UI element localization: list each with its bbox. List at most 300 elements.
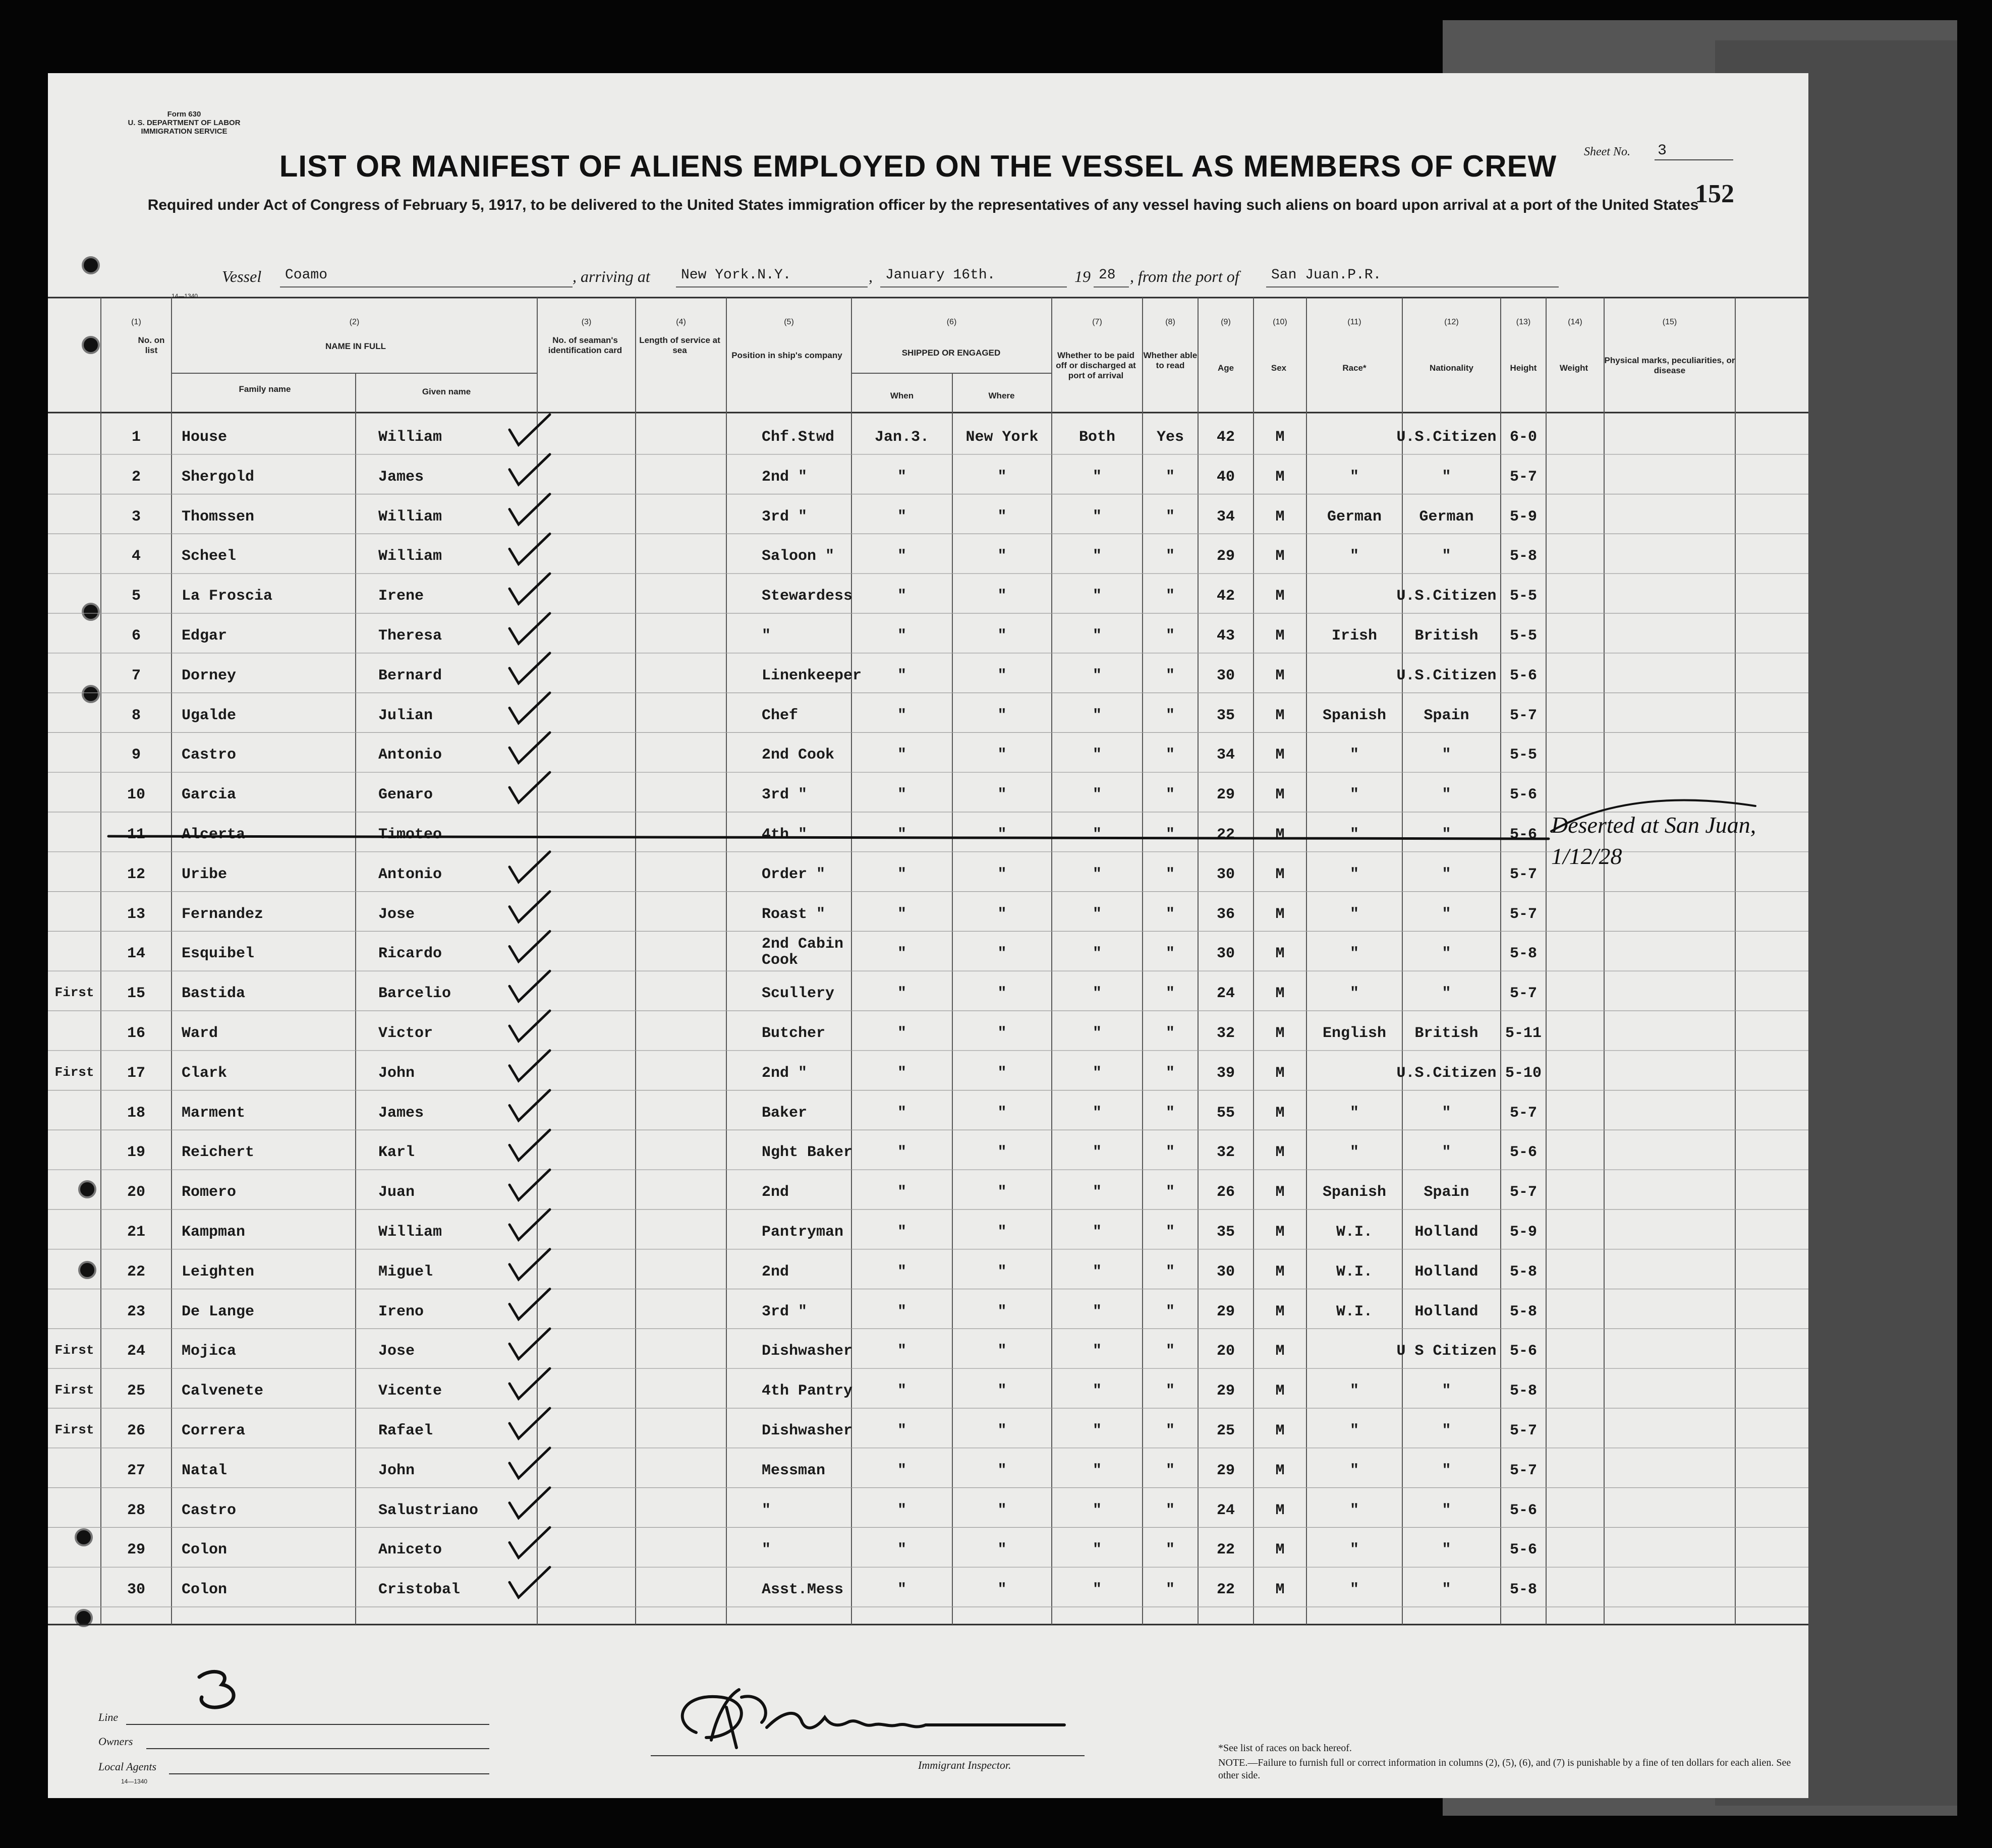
position: 4th Pantry <box>762 1382 853 1400</box>
paid-off: " <box>1092 865 1102 883</box>
age: 34 <box>1216 746 1235 764</box>
height: 5-7 <box>1509 865 1537 883</box>
nationality: " <box>1442 985 1451 1003</box>
height: 5-7 <box>1509 985 1537 1003</box>
checkmark <box>509 971 550 1001</box>
year-suffix: 28 <box>1094 267 1129 287</box>
age: 22 <box>1216 826 1235 843</box>
sex: M <box>1275 905 1285 923</box>
age: 24 <box>1216 1502 1235 1519</box>
position: Baker <box>762 1104 808 1122</box>
row-number: 11 <box>127 826 145 843</box>
given-name: John <box>378 1462 415 1479</box>
owners-label: Owners <box>98 1735 133 1748</box>
shipped-when: " <box>897 1581 906 1599</box>
page-mark-3 <box>192 1667 252 1712</box>
age: 29 <box>1216 1382 1235 1400</box>
form-number: Form 630 <box>167 110 201 119</box>
header-able-read: Whether able to read <box>1143 351 1198 370</box>
shipped-when: " <box>897 707 906 724</box>
header-age: Age <box>1217 363 1234 373</box>
checkmark <box>509 1170 550 1200</box>
shipped-when: " <box>897 1064 906 1082</box>
date-separator: , <box>869 267 873 285</box>
family-name: Uribe <box>182 865 227 883</box>
row-number: 8 <box>131 707 141 724</box>
age: 35 <box>1216 1224 1235 1241</box>
shipped-where: " <box>997 826 1007 843</box>
given-name: Antonio <box>378 746 442 764</box>
shipped-when: " <box>897 627 906 645</box>
given-name: James <box>378 1104 424 1122</box>
header-shipped: SHIPPED OR ENGAGED <box>901 348 1001 358</box>
row-number: 7 <box>131 667 141 684</box>
shipped-when: " <box>897 667 906 684</box>
sex: M <box>1275 1343 1285 1360</box>
sex: M <box>1275 588 1285 605</box>
height: 5-5 <box>1509 588 1537 605</box>
paid-off: " <box>1092 1303 1102 1320</box>
checkmark <box>509 1249 550 1280</box>
race: " <box>1349 905 1359 923</box>
able-to-read: " <box>1165 1581 1175 1599</box>
given-name: Jose <box>378 905 415 923</box>
height: 5-7 <box>1509 468 1537 486</box>
row-number: 24 <box>127 1343 145 1360</box>
race: " <box>1349 985 1359 1003</box>
form-code-bottom: 14—1340 <box>121 1778 148 1785</box>
nationality: Holland <box>1414 1303 1478 1320</box>
sex: M <box>1275 1144 1285 1162</box>
family-name: Clark <box>182 1064 227 1082</box>
row-number: 10 <box>127 786 145 804</box>
header-sex: Sex <box>1271 363 1287 373</box>
header-position: Position in ship's company <box>731 351 842 360</box>
form-code-top: 14—1340 <box>172 293 198 300</box>
checkmark <box>509 852 550 882</box>
shipped-when: " <box>897 786 906 804</box>
checkmark <box>509 1329 550 1359</box>
shipped-when: " <box>897 548 906 565</box>
checkmark <box>509 1567 550 1597</box>
shipped-when: " <box>897 1263 906 1281</box>
family-name: Esquibel <box>182 945 255 963</box>
given-name: Rafael <box>378 1422 433 1439</box>
agents-label: Local Agents <box>98 1760 157 1773</box>
given-name: William <box>378 1224 442 1241</box>
family-name: Marment <box>182 1104 246 1122</box>
arrival-port: New York.N.Y. <box>676 267 868 287</box>
able-to-read: " <box>1165 1104 1175 1122</box>
nationality: " <box>1442 1382 1451 1400</box>
header-paid-off: Whether to be paid off or discharged at port of arrival <box>1056 351 1136 380</box>
position: 2nd " <box>762 468 808 486</box>
paid-off: " <box>1092 985 1102 1003</box>
checkmark <box>509 573 550 604</box>
shipped-when: " <box>897 1343 906 1360</box>
checkmark <box>509 494 550 525</box>
age: 39 <box>1216 1064 1235 1082</box>
line-field <box>126 1724 489 1725</box>
sex: M <box>1275 1224 1285 1241</box>
height: 5-11 <box>1505 1025 1542 1042</box>
given-name: Irene <box>378 588 424 605</box>
checkmark <box>509 693 550 723</box>
row-number: 5 <box>131 588 141 605</box>
position: Asst.Mess <box>762 1581 844 1599</box>
given-name: Antonio <box>378 865 442 883</box>
position: 2nd Cabin Cook <box>762 936 844 969</box>
given-name: Bernard <box>378 667 442 684</box>
position: Scullery <box>762 985 835 1003</box>
race: " <box>1349 786 1359 804</box>
position: " <box>762 1541 771 1559</box>
position: Order " <box>762 865 826 883</box>
age: 24 <box>1216 985 1235 1003</box>
able-to-read: " <box>1165 1184 1175 1201</box>
nationality: U.S.Citizen <box>1396 588 1497 605</box>
age: 26 <box>1216 1184 1235 1201</box>
age: 40 <box>1216 468 1235 486</box>
family-name: Romero <box>182 1184 237 1201</box>
position: " <box>762 1502 771 1519</box>
age: 42 <box>1216 429 1235 446</box>
column-number: (8) <box>1165 318 1175 326</box>
able-to-read: " <box>1165 627 1175 645</box>
checkmark <box>509 892 550 922</box>
row-number: 26 <box>127 1422 145 1439</box>
row-number: 19 <box>127 1144 145 1162</box>
family-name: De Lange <box>182 1303 255 1320</box>
shipped-when: " <box>897 905 906 923</box>
position: Linenkeeper <box>762 667 862 684</box>
nationality: " <box>1442 548 1451 565</box>
family-name: Natal <box>182 1462 227 1479</box>
age: 25 <box>1216 1422 1235 1439</box>
sex: M <box>1275 508 1285 526</box>
family-name: Calvenete <box>182 1382 264 1400</box>
shipped-where: " <box>997 1502 1007 1519</box>
position: 2nd Cook <box>762 746 835 764</box>
given-name: Timoteo <box>378 826 442 843</box>
shipped-where: " <box>997 1343 1007 1360</box>
paid-off: " <box>1092 1422 1102 1439</box>
failure-footnote: NOTE.—Failure to furnish full or correct information in columns (2), (5), (6), and (7) is punishable by a fine of ten dollars for each alien. See other side. <box>1218 1757 1791 1781</box>
row-number: 21 <box>127 1224 145 1241</box>
shipped-when: " <box>897 1025 906 1042</box>
height: 5-9 <box>1509 508 1537 526</box>
row-number: 17 <box>127 1064 145 1082</box>
position: 3rd " <box>762 1303 808 1320</box>
family-name: Bastida <box>182 985 246 1003</box>
given-name: Ricardo <box>378 945 442 963</box>
checkmark <box>509 1130 550 1160</box>
race: " <box>1349 746 1359 764</box>
shipped-when: " <box>897 588 906 605</box>
sex: M <box>1275 945 1285 963</box>
paid-off: " <box>1092 1581 1102 1599</box>
row-number: 15 <box>127 985 145 1003</box>
shipped-where: " <box>997 1462 1007 1479</box>
paid-off: " <box>1092 1064 1102 1082</box>
shipped-where: " <box>997 627 1007 645</box>
race: W.I. <box>1336 1224 1373 1241</box>
paid-off: " <box>1092 667 1102 684</box>
paid-off: " <box>1092 1541 1102 1559</box>
age: 29 <box>1216 548 1235 565</box>
height: 5-6 <box>1509 1502 1537 1519</box>
header-race: Race* <box>1342 363 1367 373</box>
height: 5-8 <box>1509 548 1537 565</box>
position: Nght Baker <box>762 1144 853 1162</box>
row-number: 9 <box>131 746 141 764</box>
race: " <box>1349 1422 1359 1439</box>
paid-off: " <box>1092 905 1102 923</box>
checkmark <box>509 1527 550 1557</box>
header-name-in-full: NAME IN FULL <box>325 341 386 351</box>
shipped-where: " <box>997 1224 1007 1241</box>
sex: M <box>1275 627 1285 645</box>
row-number: 12 <box>127 865 145 883</box>
nationality: " <box>1442 905 1451 923</box>
header-height: Height <box>1510 363 1537 373</box>
family-name: Ward <box>182 1025 218 1042</box>
race: " <box>1349 1581 1359 1599</box>
shipped-where: New York <box>965 429 1039 446</box>
nationality: U.S.Citizen <box>1396 1064 1497 1082</box>
race: " <box>1349 468 1359 486</box>
checkmark <box>509 1090 550 1121</box>
race: " <box>1349 865 1359 883</box>
able-to-read: " <box>1165 1382 1175 1400</box>
paid-off: " <box>1092 508 1102 526</box>
given-name: William <box>378 429 442 446</box>
checkmark <box>509 1488 550 1518</box>
given-name: Karl <box>378 1144 415 1162</box>
height: 5-8 <box>1509 1581 1537 1599</box>
position: 2nd <box>762 1184 789 1201</box>
family-name: Mojica <box>182 1343 237 1360</box>
column-number: (2) <box>349 318 360 326</box>
able-to-read: " <box>1165 786 1175 804</box>
checkmark <box>509 1051 550 1081</box>
height: 5-6 <box>1509 786 1537 804</box>
sex: M <box>1275 1184 1285 1201</box>
column-number: (14) <box>1568 318 1582 326</box>
able-to-read: " <box>1165 1224 1175 1241</box>
agents-field <box>169 1773 489 1774</box>
height: 5-8 <box>1509 945 1537 963</box>
family-name: Correra <box>182 1422 246 1439</box>
row-number: 29 <box>127 1541 145 1559</box>
nationality: " <box>1442 1581 1451 1599</box>
shipped-where: " <box>997 1303 1007 1320</box>
checkmark <box>509 1408 550 1438</box>
position: 4th " <box>762 826 808 843</box>
position: 3rd " <box>762 508 808 526</box>
height: 6-0 <box>1509 429 1537 446</box>
given-name: Ireno <box>378 1303 424 1320</box>
race: " <box>1349 1144 1359 1162</box>
able-to-read: " <box>1165 468 1175 486</box>
departure-port: San Juan.P.R. <box>1266 267 1559 287</box>
year-prefix: 19 <box>1074 267 1091 285</box>
inspector-signature-line <box>651 1755 1085 1756</box>
sex: M <box>1275 468 1285 486</box>
family-name: La Froscia <box>182 588 273 605</box>
shipped-where: " <box>997 468 1007 486</box>
race: W.I. <box>1336 1263 1373 1281</box>
inspector-label: Immigrant Inspector. <box>918 1759 1011 1771</box>
department-name: U. S. DEPARTMENT OF LABOR <box>128 119 241 127</box>
given-name: Barcelio <box>378 985 451 1003</box>
sex: M <box>1275 1502 1285 1519</box>
shipped-where: " <box>997 548 1007 565</box>
age: 29 <box>1216 786 1235 804</box>
sex: M <box>1275 865 1285 883</box>
shipped-when: " <box>897 1502 906 1519</box>
column-number: (11) <box>1347 318 1361 326</box>
height: 5-5 <box>1509 746 1537 764</box>
row-marker: First <box>54 1382 94 1398</box>
sex: M <box>1275 746 1285 764</box>
position: 3rd " <box>762 786 808 804</box>
given-name: Vicente <box>378 1382 442 1400</box>
column-number: (5) <box>784 318 794 326</box>
age: 29 <box>1216 1303 1235 1320</box>
paid-off: " <box>1092 1104 1102 1122</box>
age: 32 <box>1216 1025 1235 1042</box>
shipped-when: " <box>897 985 906 1003</box>
checkmark <box>509 772 550 802</box>
family-name: Colon <box>182 1541 227 1559</box>
row-number: 23 <box>127 1303 145 1320</box>
paid-off: " <box>1092 1025 1102 1042</box>
height: 5-6 <box>1509 1541 1537 1559</box>
paid-off: " <box>1092 627 1102 645</box>
height: 5-6 <box>1509 1144 1537 1162</box>
header-where: Where <box>988 391 1015 400</box>
sex: M <box>1275 1422 1285 1439</box>
able-to-read: " <box>1165 826 1175 843</box>
nationality: " <box>1442 468 1451 486</box>
sex: M <box>1275 1025 1285 1042</box>
inspector-signature <box>651 1677 1079 1753</box>
checkmark <box>509 1368 550 1399</box>
checkmark <box>509 454 550 485</box>
row-number: 25 <box>127 1382 145 1400</box>
able-to-read: " <box>1165 588 1175 605</box>
given-name: Juan <box>378 1184 415 1201</box>
checkmark <box>509 1011 550 1041</box>
shipped-when: " <box>897 1144 906 1162</box>
age: 36 <box>1216 905 1235 923</box>
given-name: Jose <box>378 1343 415 1360</box>
able-to-read: " <box>1165 746 1175 764</box>
family-name: House <box>182 429 227 446</box>
race: " <box>1349 1502 1359 1519</box>
header-seaman-id: No. of seaman's identification card <box>548 335 622 355</box>
nationality: " <box>1442 1502 1451 1519</box>
shipped-where: " <box>997 985 1007 1003</box>
sex: M <box>1275 707 1285 724</box>
shipped-where: " <box>997 1144 1007 1162</box>
column-number: (4) <box>676 318 686 326</box>
race: " <box>1349 826 1359 843</box>
sex: M <box>1275 548 1285 565</box>
row-number: 18 <box>127 1104 145 1122</box>
column-number: (12) <box>1444 318 1459 326</box>
shipped-where: " <box>997 746 1007 764</box>
given-name: Victor <box>378 1025 433 1042</box>
row-number: 6 <box>131 627 141 645</box>
race: W.I. <box>1336 1303 1373 1320</box>
header-no-on-list: No. on list <box>138 335 165 355</box>
sex: M <box>1275 826 1285 843</box>
position: Stewardess <box>762 588 853 605</box>
age: 20 <box>1216 1343 1235 1360</box>
shipped-where: " <box>997 1382 1007 1400</box>
age: 34 <box>1216 508 1235 526</box>
paid-off: " <box>1092 468 1102 486</box>
sex: M <box>1275 667 1285 684</box>
paid-off: " <box>1092 1462 1102 1479</box>
column-number: (7) <box>1092 318 1102 326</box>
height: 5-7 <box>1509 1422 1537 1439</box>
height: 5-7 <box>1509 1462 1537 1479</box>
age: 30 <box>1216 865 1235 883</box>
document-subtitle: Required under Act of Congress of February 5, 1917, to be delivered to the United States immigration officer by the representatives of any vessel having such aliens on board upon arrival at a port of the United States <box>147 197 1699 213</box>
family-name: Garcia <box>182 786 237 804</box>
nationality: Spain <box>1424 1184 1469 1201</box>
paid-off: " <box>1092 746 1102 764</box>
height: 5-7 <box>1509 1104 1537 1122</box>
nationality: " <box>1442 1462 1451 1479</box>
checkmark <box>509 1448 550 1478</box>
height: 5-6 <box>1509 667 1537 684</box>
race: " <box>1349 1541 1359 1559</box>
family-name: Scheel <box>182 548 237 565</box>
given-name: William <box>378 548 442 565</box>
shipped-where: " <box>997 667 1007 684</box>
position: 2nd " <box>762 1064 808 1082</box>
race: Spanish <box>1322 1184 1387 1201</box>
shipped-where: " <box>997 1541 1007 1559</box>
family-name: Colon <box>182 1581 227 1599</box>
strike-through-line <box>108 836 1549 839</box>
height: 5-9 <box>1509 1224 1537 1241</box>
paid-off: " <box>1092 1144 1102 1162</box>
row-number: 22 <box>127 1263 145 1281</box>
header-weight: Weight <box>1559 363 1588 373</box>
nationality: U.S.Citizen <box>1396 429 1497 446</box>
age: 30 <box>1216 1263 1235 1281</box>
checkmark <box>509 1209 550 1240</box>
service-name: IMMIGRATION SERVICE <box>141 127 227 136</box>
age: 30 <box>1216 667 1235 684</box>
shipped-when: " <box>897 468 906 486</box>
nationality: " <box>1442 826 1451 843</box>
nationality: Spain <box>1424 707 1469 724</box>
row-number: 2 <box>131 468 141 486</box>
family-name: Leighten <box>182 1263 255 1281</box>
position: Chf.Stwd <box>762 429 835 446</box>
position: Saloon " <box>762 548 835 565</box>
able-to-read: " <box>1165 1343 1175 1360</box>
shipped-where: " <box>997 1422 1007 1439</box>
height: 5-6 <box>1509 1343 1537 1360</box>
able-to-read: Yes <box>1156 429 1184 446</box>
